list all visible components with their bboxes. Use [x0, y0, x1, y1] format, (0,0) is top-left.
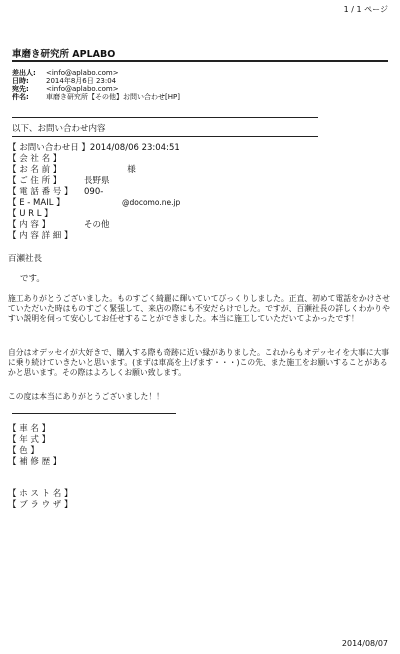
form-field-label: 【 お 名 前 】 [8, 165, 62, 175]
self-introduction: です。 [20, 274, 45, 284]
car-field-label: 【 車 名 】 [8, 424, 51, 434]
header-subject [12, 93, 180, 101]
host-field-label: 【 ホ ス ト 名 】 [8, 489, 73, 499]
header-label: 日時: [12, 77, 29, 85]
form-field-label: 【 U R L 】 [8, 209, 53, 219]
car-field-color [8, 446, 84, 456]
form-field-inquiry-date [8, 143, 180, 153]
form-field-content [8, 220, 110, 230]
header-divider [12, 117, 318, 118]
car-field-name [8, 424, 84, 434]
form-field-name [8, 165, 136, 175]
form-field-company [8, 154, 84, 164]
email-domain: @docomo.ne.jp [122, 198, 181, 207]
form-field-value: 長野県 [84, 176, 110, 186]
car-field-label: 【 年 式 】 [8, 435, 51, 445]
email-subject-title: 車磨き研究所 APLABO [12, 49, 116, 60]
message-paragraph-1: 施工ありがとうございました。ものすごく綺麗に輝いていてびっくりしました。正直、初めて電話をかけさせていただいた時はものすごく緊張して、来店の際にも不安だらけでした。ですが、百瀬社長の詳しくわかりやすい説明を伺って安心してお任せすることができました。本当に施工していただいてよかったです！ [8, 294, 391, 323]
form-field-label: 【 内 容 詳 細 】 [8, 231, 73, 241]
header-label: 差出人: [12, 69, 36, 77]
footer-divider [12, 413, 176, 414]
form-field-value: その他 [84, 220, 110, 230]
host-field-browser [8, 500, 84, 510]
title-divider [12, 60, 388, 62]
form-field-label: 【 会 社 名 】 [8, 154, 62, 164]
car-field-label: 【 補 修 歴 】 [8, 457, 62, 467]
header-value: 車磨き研究所【その他】お問い合わせ[HP] [46, 93, 180, 101]
header-to [12, 85, 119, 93]
host-field-hostname [8, 489, 84, 499]
greeting: 百瀬社長 [8, 254, 43, 264]
form-field-value: 2014/08/06 23:04:51 [89, 143, 180, 153]
intro-divider [12, 136, 318, 137]
header-value: <info@aplabo.com> [46, 85, 119, 93]
car-field-year [8, 435, 84, 445]
host-field-label: 【 ブ ラ ウ ザ 】 [8, 500, 73, 510]
print-date-stamp: 2014/08/07 [341, 639, 388, 648]
form-field-label: 【 電 話 番 号 】 [8, 187, 73, 197]
header-label: 宛先: [12, 85, 29, 93]
form-field-value: 様 [84, 165, 136, 175]
form-field-content-detail [8, 231, 84, 241]
header-value: <info@aplabo.com> [46, 69, 119, 77]
form-field-url [8, 209, 84, 219]
form-field-value: 090- [84, 187, 104, 197]
form-field-email [8, 198, 84, 208]
message-paragraph-3: この度は本当にありがとうございました！！ [8, 392, 164, 401]
page-number: 1 / 1 ページ [343, 5, 388, 14]
header-label: 件名: [12, 93, 29, 101]
form-field-label: 【 ご 住 所 】 [8, 176, 62, 186]
message-paragraph-2: 自分はオデッセイが大好きで、購入する際も奇跡に近い縁がありました。これからもオデッセイを大事に大事に乗り続けていきたいと思います。(まずは車高を上げます・・・)この先、また施工をお願いすることがあるかと思います。その際はよろしくお願い致します。 [8, 348, 390, 377]
form-field-address [8, 176, 110, 186]
car-field-label: 【 色 】 [8, 446, 39, 456]
form-field-label: 【 お問い合わせ日 】 [8, 143, 90, 153]
form-field-label: 【 E - MAIL 】 [8, 198, 65, 208]
header-from [12, 69, 119, 77]
form-field-label: 【 内 容 】 [8, 220, 51, 230]
car-field-repair-history [8, 457, 84, 467]
header-value: 2014年8月6日 23:04 [46, 77, 117, 85]
intro-text: 以下、お問い合わせ内容 [12, 124, 106, 134]
header-date [12, 77, 116, 85]
form-field-phone [8, 187, 103, 197]
